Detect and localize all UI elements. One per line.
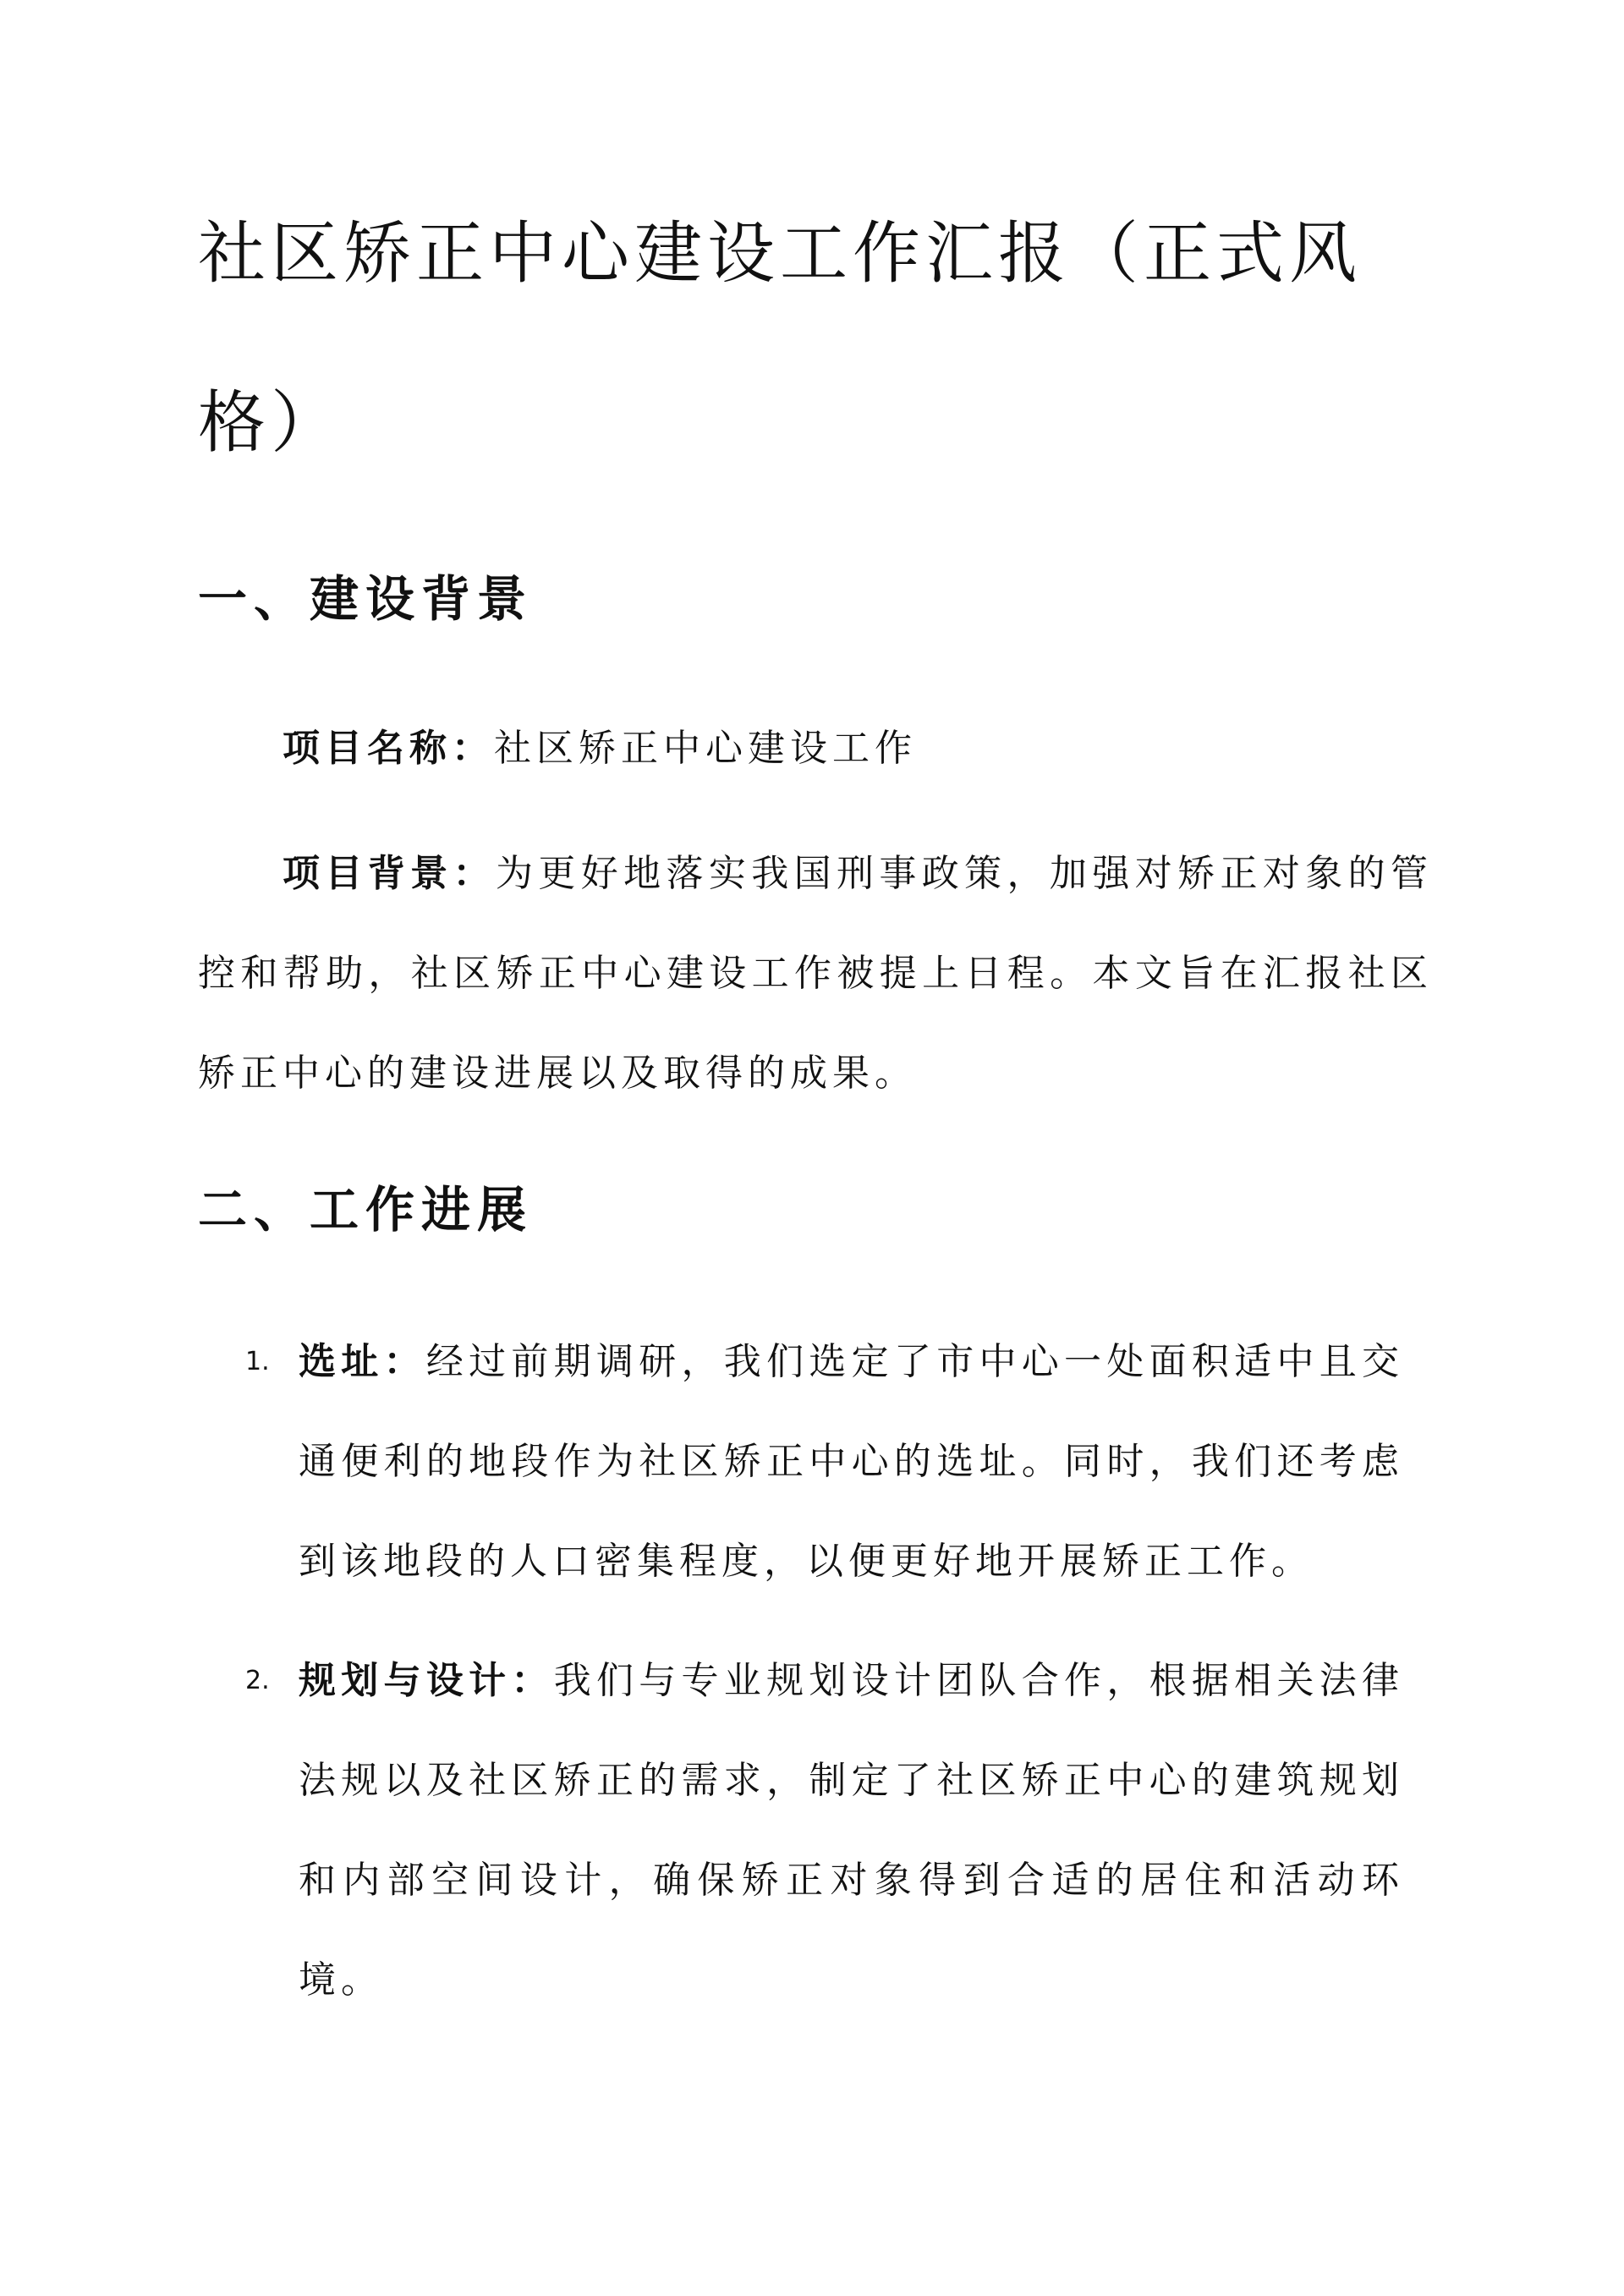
project-name-label: 项目名称： [283, 727, 494, 770]
project-background-value: 为更好地落实我国刑事政策，加强对矫正对象的管控和帮助，社区矫正中心建设工作被提上日程。本文旨在汇报社区矫正中心的建设进展以及取得的成果。 [198, 852, 1434, 1095]
list-item-text: 我们与专业规划设计团队合作，根据相关法律法规以及社区矫正的需求，制定了社区矫正中心的建筑规划和内部空间设计，确保矫正对象得到合适的居住和活动环境。 [299, 1659, 1405, 2002]
list-item-label: 选址： [299, 1340, 426, 1383]
list-item-number: 2. [245, 1666, 270, 1695]
section-heading-progress: 二、工作进展 [198, 1181, 534, 1239]
project-background-label: 项目背景： [283, 852, 496, 895]
list-item [245, 1312, 1404, 1612]
list-item-content [299, 1312, 1404, 1612]
list-item-text: 经过前期调研，我们选定了市中心一处面积适中且交通便利的地段作为社区矫正中心的选址。同时，我们还考虑到该地段的人口密集程度，以便更好地开展矫正工作。 [299, 1340, 1405, 1583]
list-item-label: 规划与设计： [299, 1659, 554, 1702]
list-item-content [299, 1631, 1404, 2030]
document-title: 社区矫正中心建设工作汇报（正式风格） [198, 214, 1362, 462]
list-item-number: 1. [245, 1347, 270, 1376]
project-background-paragraph [198, 824, 1433, 1123]
section-heading-background: 一、建设背景 [198, 570, 534, 628]
project-name-value: 社区矫正中心建设工作 [494, 727, 917, 770]
project-name-paragraph [198, 699, 1433, 799]
list-item [245, 1631, 1404, 2030]
